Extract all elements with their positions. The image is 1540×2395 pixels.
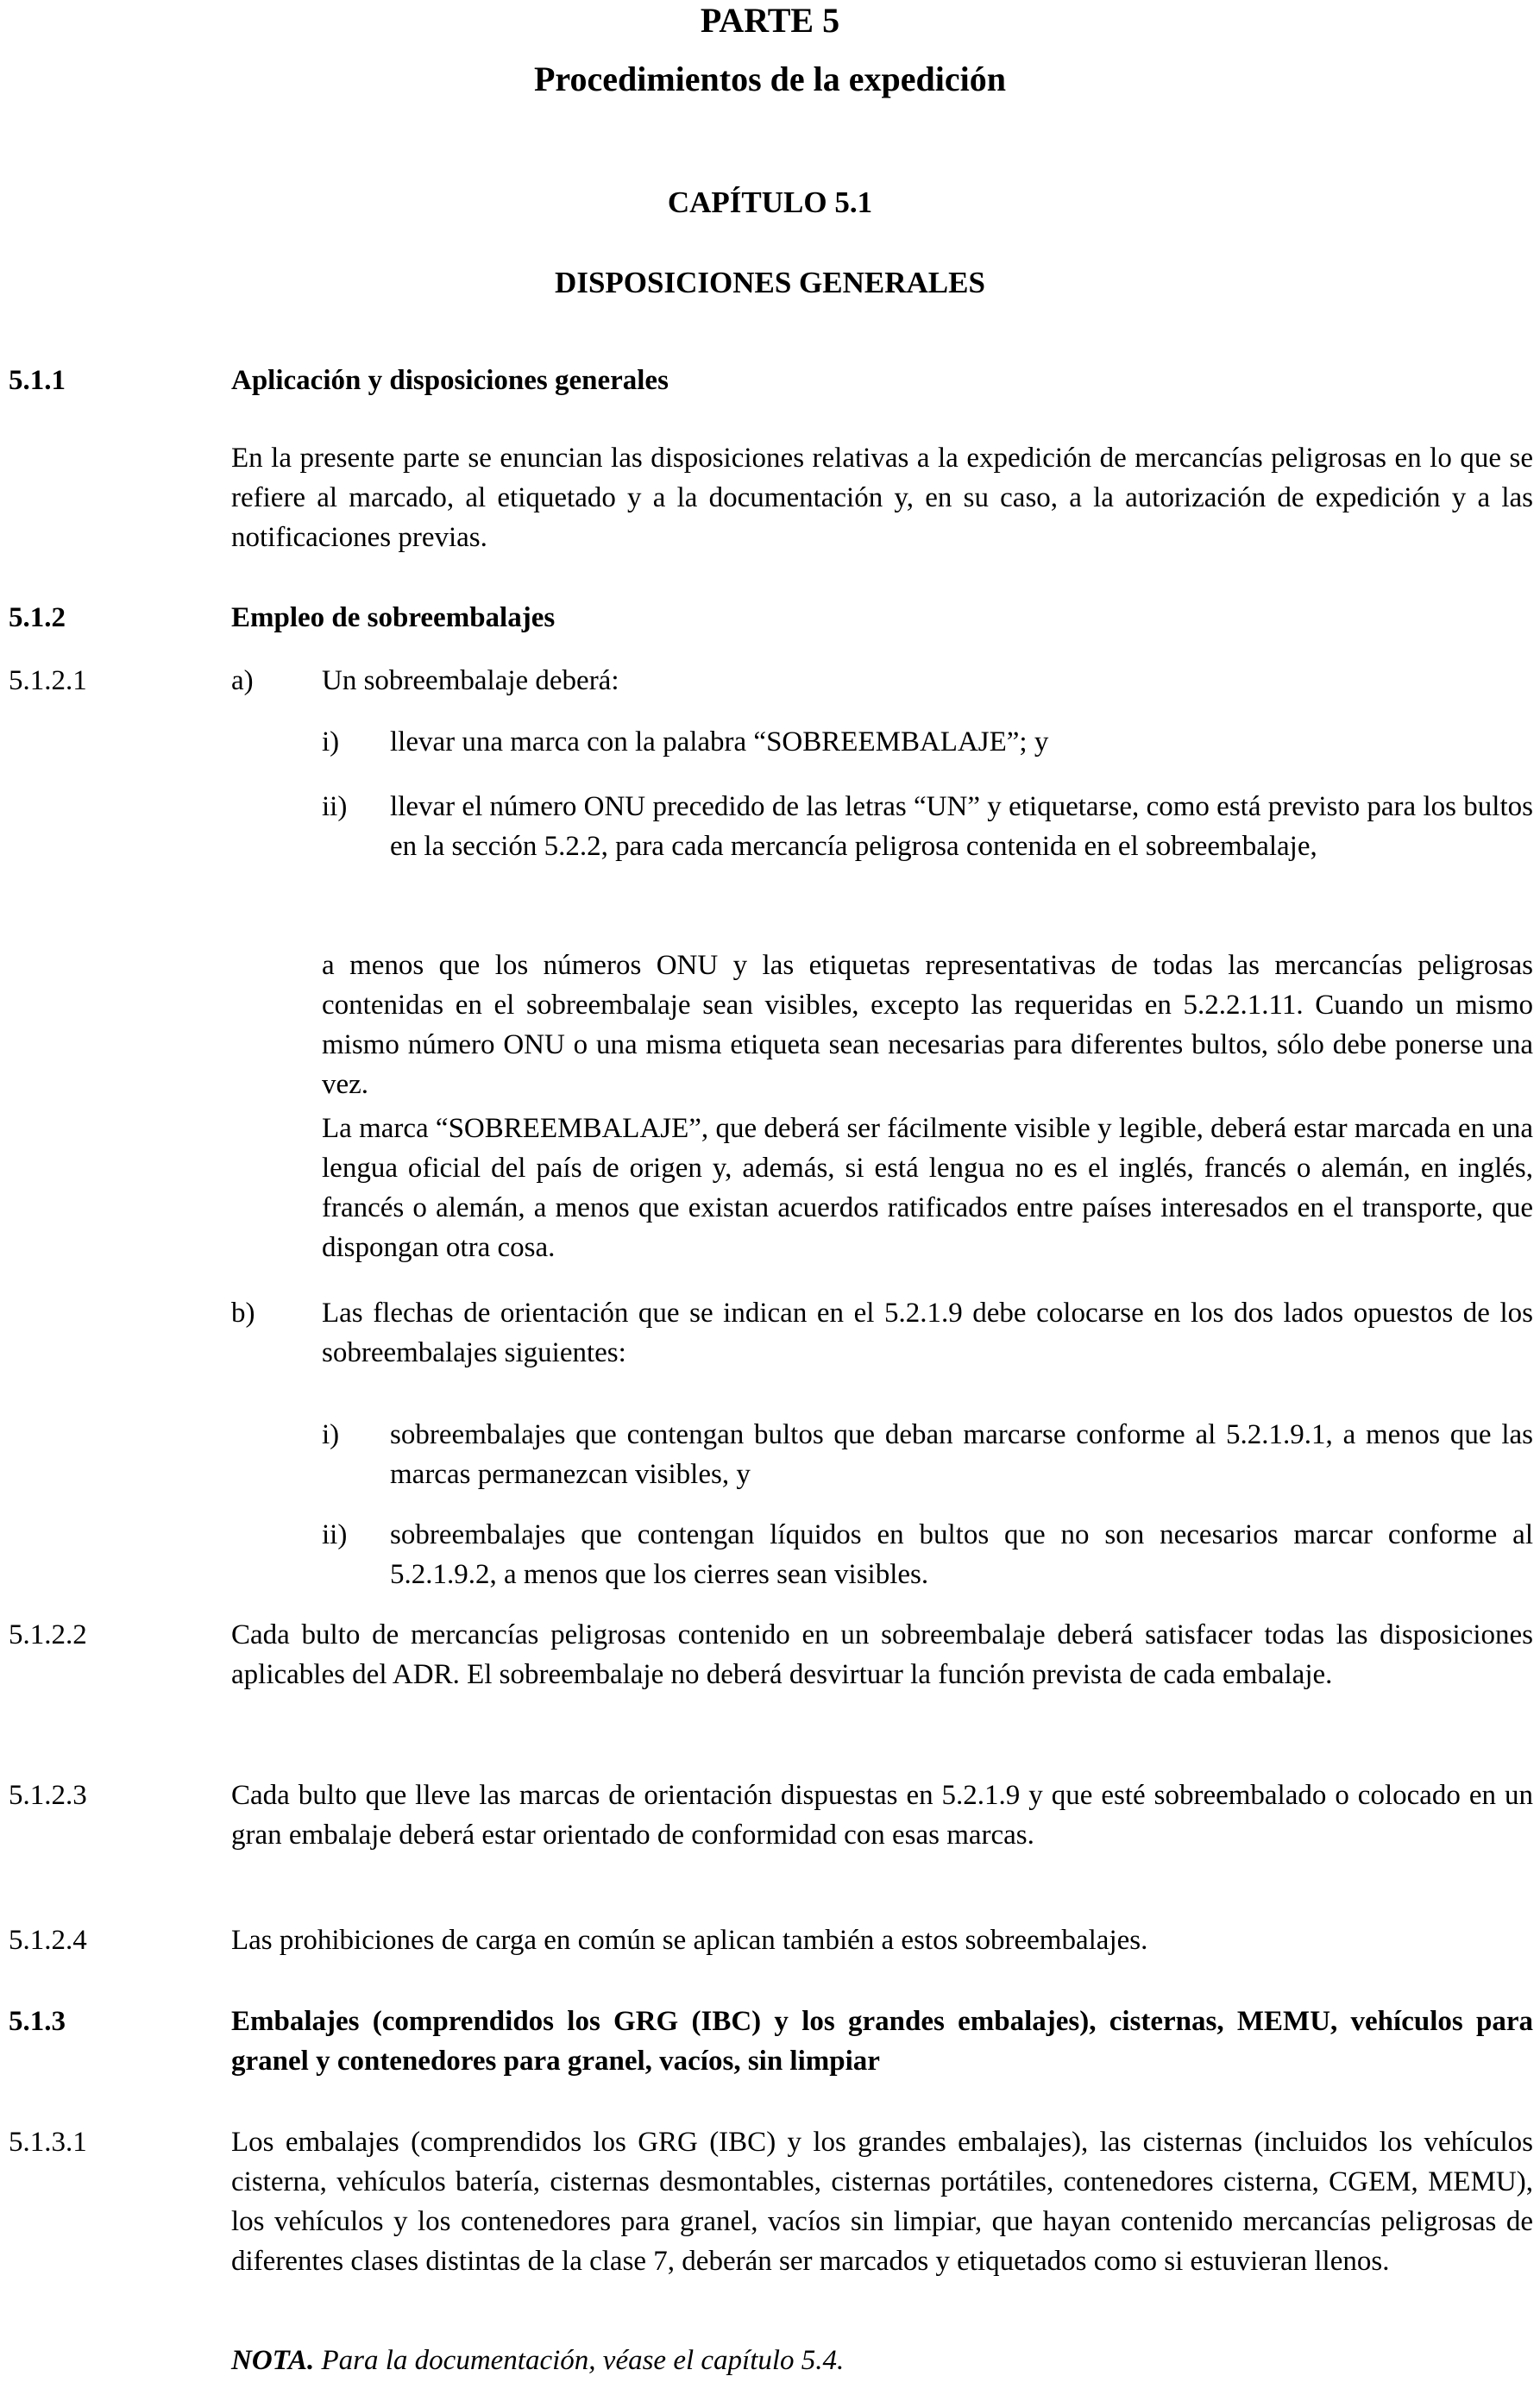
subitem-text-a-i: llevar una marca con la palabra “SOBREEMBALAJE”; y bbox=[390, 726, 1049, 757]
subitem-label-b-ii: ii) bbox=[322, 1519, 348, 1550]
item-text-b: Las flechas de orientación que se indican en el 5.2.1.9 debe colocarse en los dos lados opuestos de los sobreembalajes siguientes: bbox=[322, 1298, 1533, 1368]
subitem-text-a-ii: llevar el número ONU precedido de las letras “UN” y etiquetarse, como está previsto para los bultos en la sección 5.2.2, para cada mercancía peligrosa contenida en el sobreembalaje, bbox=[390, 791, 1533, 862]
part-number: PARTE 5 bbox=[700, 1, 840, 40]
section-title-5-1-3: Embalajes (comprendidos los GRG (IBC) y los grandes embalajes), cisternas, MEMU, vehículos para granel y contenedores para granel, vacíos, sin limpiar bbox=[231, 2006, 1533, 2077]
note bbox=[231, 2341, 844, 2380]
section-body-5-1-2-3: Cada bulto que lleve las marcas de orientación dispuestas en 5.2.1.9 y que esté sobreembalado o colocado en un gran embalaje deberá estar orientado de conformidad con esas marcas. bbox=[231, 1780, 1533, 1851]
section-number-5-1-2: 5.1.2 bbox=[9, 602, 66, 633]
section-number-5-1-2-3: 5.1.2.3 bbox=[9, 1780, 87, 1811]
section-number-5-1-2-4: 5.1.2.4 bbox=[9, 1925, 87, 1956]
chapter-number: CAPÍTULO 5.1 bbox=[667, 185, 873, 219]
section-body-5-1-2-2: Cada bulto de mercancías peligrosas contenido en un sobreembalaje deberá satisfacer todas las disposiciones aplicables del ADR. El sobreembalaje no deberá desvirtuar la función prevista de cada embalaje. bbox=[231, 1619, 1533, 1690]
section-body-5-1-2-4: Las prohibiciones de carga en común se aplican también a estos sobreembalajes. bbox=[231, 1925, 1148, 1956]
note-text: Para la documentación, véase el capítulo 5.4. bbox=[314, 2345, 845, 2376]
part-title: Procedimientos de la expedición bbox=[534, 60, 1006, 98]
section-body-5-1-3-1: Los embalajes (comprendidos los GRG (IBC) y los grandes embalajes), las cisternas (incluidos los vehículos cisterna, vehículos batería, cisternas desmontables, cisternas portátiles, contenedores cisterna, CGEM, MEMU), los vehículos y los contenedores para granel, vacíos sin limpiar, que hayan contenido mercancías peligrosas de diferentes clases distintas de la clase 7, deberán ser marcados y etiquetados como si estuvieran llenos. bbox=[231, 2127, 1533, 2277]
section-number-5-1-2-1: 5.1.2.1 bbox=[9, 665, 87, 696]
item-text-a: Un sobreembalaje deberá: bbox=[322, 665, 619, 696]
chapter-title: DISPOSICIONES GENERALES bbox=[555, 266, 985, 299]
section-number-5-1-2-2: 5.1.2.2 bbox=[9, 1619, 87, 1650]
section-title-5-1-2: Empleo de sobreembalajes bbox=[231, 602, 556, 633]
section-body-5-1-1: En la presente parte se enuncian las disposiciones relativas a la expedición de mercancías peligrosas en lo que se refiere al marcado, al etiquetado y a la documentación y, en su caso, a la autorización de expedición y a las notificaciones previas. bbox=[231, 443, 1533, 553]
paragraph-a-exception: a menos que los números ONU y las etiquetas representativas de todas las mercancías peligrosas contenidas en el sobreembalaje sean visibles, excepto las requeridas en 5.2.2.1.11. Cuando un mismo mismo número ONU o una misma etiqueta sean necesarias para diferentes bultos, sólo debe ponerse una vez. bbox=[322, 950, 1533, 1100]
section-number-5-1-3-1: 5.1.3.1 bbox=[9, 2127, 87, 2158]
subitem-label-a-ii: ii) bbox=[322, 791, 348, 822]
section-title-5-1-1: Aplicación y disposiciones generales bbox=[231, 365, 669, 396]
subitem-label-b-i: i) bbox=[322, 1419, 340, 1450]
note-label: NOTA. bbox=[231, 2345, 315, 2376]
subitem-text-b-ii: sobreembalajes que contengan líquidos en bultos que no son necesarios marcar conforme al 5.2.1.9.2, a menos que los cierres sean visibles. bbox=[390, 1519, 1533, 1590]
paragraph-a-mark-language: La marca “SOBREEMBALAJE”, que deberá ser fácilmente visible y legible, deberá estar marcada en una lengua oficial del país de origen y, además, si está lengua no es el inglés, francés o alemán, en inglés, francés o alemán, a menos que existan acuerdos ratificados entre países interesados en el transporte, que dispongan otra cosa. bbox=[322, 1113, 1533, 1263]
subitem-text-b-i: sobreembalajes que contengan bultos que deban marcarse conforme al 5.2.1.9.1, a menos que las marcas permanezcan visibles, y bbox=[390, 1419, 1533, 1490]
section-number-5-1-3: 5.1.3 bbox=[9, 2006, 66, 2037]
item-label-b: b) bbox=[231, 1298, 255, 1329]
section-number-5-1-1: 5.1.1 bbox=[9, 365, 66, 396]
item-label-a: a) bbox=[231, 665, 254, 696]
subitem-label-a-i: i) bbox=[322, 726, 340, 757]
